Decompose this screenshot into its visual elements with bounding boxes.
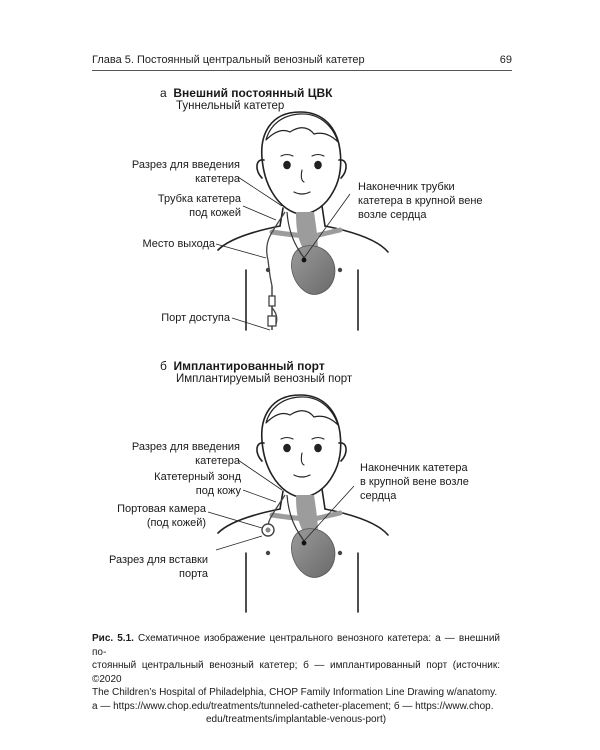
caption-line1: Схематичное изображение центрального венозного катетера: а — внешний по- bbox=[92, 633, 500, 658]
caption-line2: стоянный центральный венозный катетер; б — имплантированный порт (источник: ©2020 bbox=[92, 660, 500, 685]
figure-a-letter: а bbox=[160, 86, 167, 100]
label-tip-a bbox=[358, 180, 508, 222]
label-tube-a-line2: под кожей bbox=[189, 207, 241, 219]
heart-and-veins-b bbox=[272, 495, 340, 577]
label-tip-a-line3: возле сердца bbox=[358, 209, 427, 221]
label-incision-a-line2: катетера bbox=[195, 173, 240, 185]
label-incision-a-line1: Разрез для введения bbox=[131, 159, 240, 171]
label-incision-b-line2: катетера bbox=[195, 455, 240, 467]
figure-a-heading bbox=[160, 86, 332, 100]
figure-b-heading bbox=[160, 359, 325, 373]
label-probe-b-line1: Катетерный зонд bbox=[154, 471, 241, 483]
catheter-tip-b bbox=[302, 541, 307, 546]
label-tube-a bbox=[100, 192, 241, 220]
label-insert-b-line1: Разрез для вставки bbox=[108, 554, 208, 566]
label-incision-a bbox=[100, 158, 240, 186]
figure-b-subtitle: Имплантируемый венозный порт bbox=[176, 373, 353, 385]
heart-and-veins-a bbox=[272, 212, 340, 294]
label-tip-b-line3: сердца bbox=[360, 490, 397, 502]
figure-caption bbox=[92, 632, 500, 727]
label-tip-b bbox=[360, 461, 510, 503]
caption-line5: edu/treatments/implantable-venous-port) bbox=[205, 714, 387, 725]
label-probe-b-line2: под кожу bbox=[195, 485, 241, 497]
label-tip-b-line2: в крупной вене возле bbox=[360, 476, 469, 488]
label-tip-b-line1: Наконечник катетера bbox=[360, 462, 468, 474]
label-port-a: Порт доступа bbox=[161, 312, 230, 324]
port-chamber-b bbox=[262, 524, 274, 536]
label-chamber-b-line1: Портовая камера bbox=[117, 503, 206, 515]
caption-label: Рис. 5.1. bbox=[92, 633, 134, 644]
label-exit-a: Место выхода bbox=[142, 238, 215, 250]
page-number: 69 bbox=[499, 54, 512, 66]
label-tip-a-line1: Наконечник трубки bbox=[358, 181, 455, 193]
label-insert-b-line2: порта bbox=[179, 568, 208, 580]
catheter-tip-a bbox=[302, 258, 307, 263]
label-tip-a-line2: катетера в крупной вене bbox=[358, 195, 483, 207]
caption-line4: а — https://www.chop.edu/treatments/tunneled-catheter-placement; б — https://www.chop. bbox=[92, 700, 494, 712]
figure-b-letter: б bbox=[160, 359, 167, 373]
chapter-title: Глава 5. Постоянный центральный венозный катетер bbox=[92, 54, 365, 66]
label-chamber-b bbox=[90, 502, 206, 530]
label-probe-b bbox=[100, 470, 241, 498]
label-tube-a-line1: Трубка катетера bbox=[157, 193, 241, 205]
figure-a-title: Внешний постоянный ЦВК bbox=[173, 86, 333, 100]
figure-a-subtitle: Туннельный катетер bbox=[176, 100, 285, 112]
label-chamber-b-line2: (под кожей) bbox=[146, 517, 206, 529]
label-incision-b bbox=[100, 440, 240, 468]
figure-b-title: Имплантированный порт bbox=[173, 359, 325, 373]
label-incision-b-line1: Разрез для введения bbox=[131, 441, 240, 453]
label-insert-b bbox=[90, 553, 208, 581]
caption-line3: The Children’s Hospital of Philadelphia, CHOP Family Information Line Drawing w/anatomy. bbox=[92, 687, 498, 698]
